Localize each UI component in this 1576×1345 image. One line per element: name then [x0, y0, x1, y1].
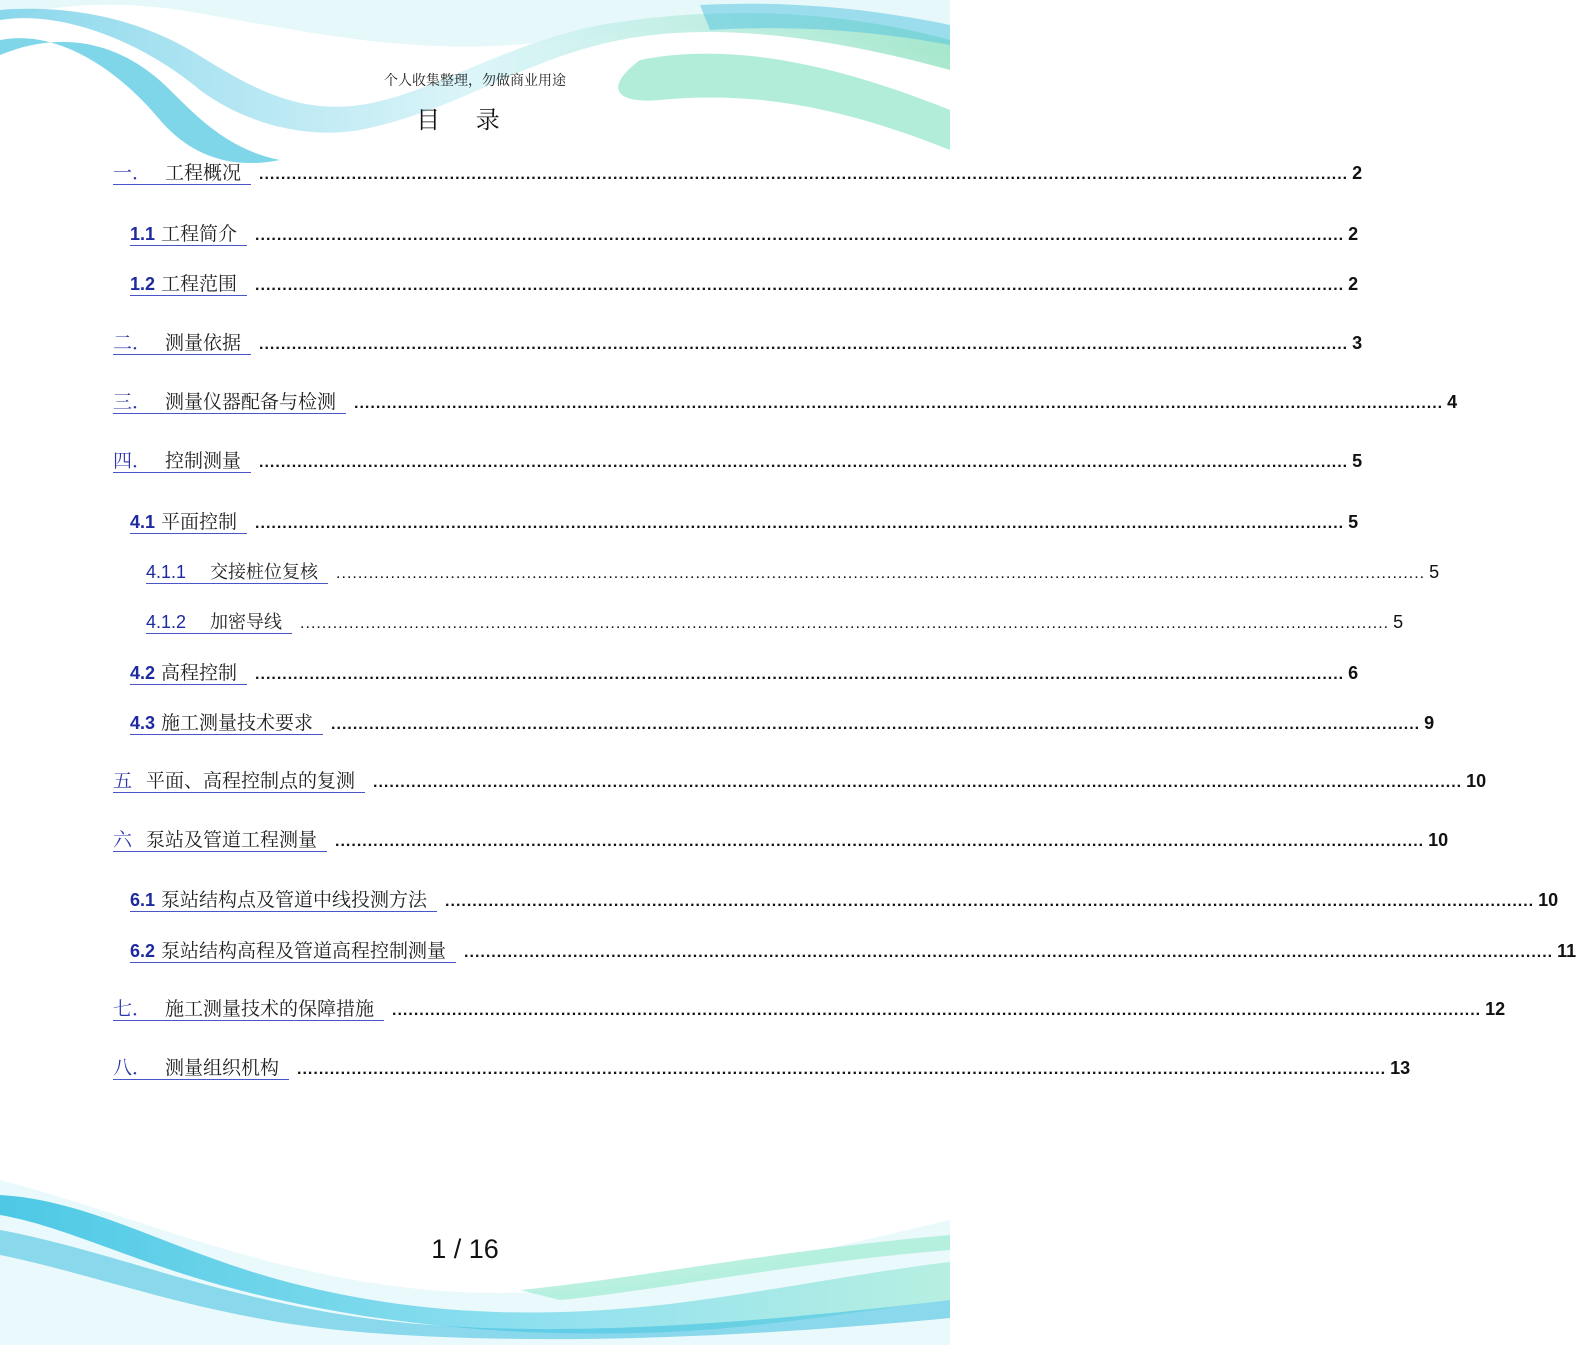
toc-leader-dots: ........................................................................................................................................................................................................ [331, 716, 1421, 733]
toc-entry-title: 工程简介 [161, 223, 238, 245]
toc-entry-link[interactable] [146, 613, 292, 634]
toc-page-number: 2 [1348, 274, 1359, 294]
toc-leader-dots: ........................................................................................................................................................................................................ [255, 666, 1345, 683]
toc-entry[interactable] [130, 940, 1576, 971]
toc-entry-link[interactable] [130, 512, 247, 534]
toc-page-number: 10 [1538, 890, 1559, 910]
toc-entry-title: 测量依据 [165, 332, 242, 354]
toc-entry-link[interactable] [130, 663, 247, 685]
toc-page-number: 3 [1352, 333, 1363, 353]
toc-leader-dots: ........................................................................................................................................................................................................ [259, 336, 1349, 353]
toc-entry-marker: 二． [113, 332, 152, 354]
toc-entry-title: 控制测量 [165, 450, 242, 472]
toc-entry[interactable] [113, 829, 1449, 860]
toc-entry-number: 6.2 [130, 941, 156, 961]
toc-page-number: 2 [1352, 163, 1363, 183]
toc-leader-dots: ........................................................................................................................................................................................................ [255, 515, 1345, 532]
toc-entry[interactable] [113, 1057, 1411, 1088]
toc-entry[interactable] [130, 889, 1559, 920]
toc-page-number: 10 [1428, 830, 1449, 850]
page-indicator: 1 / 16 [431, 1234, 499, 1264]
toc-leader-dots: ........................................................................................................................................................................................................ [297, 1061, 1387, 1078]
toc-entry-marker: 六 [113, 829, 133, 851]
toc-entry-marker: 一． [113, 162, 152, 184]
watermark-text: 个人收集整理，勿做商业用途 [384, 73, 566, 89]
toc-entry-title: 平面控制 [161, 511, 238, 533]
toc-entry-link[interactable] [130, 224, 247, 246]
toc-entry-link[interactable] [130, 941, 456, 963]
toc-entry[interactable] [146, 562, 1440, 592]
toc-page-number: 13 [1390, 1058, 1411, 1078]
toc-leader-dots: ........................................................................................................................................................................................................ [336, 565, 1426, 582]
toc-leader-dots: ........................................................................................................................................................................................................ [354, 395, 1444, 412]
page-title: 目 录 [416, 106, 514, 134]
toc-leader-dots: ........................................................................................................................................................................................................ [335, 833, 1425, 850]
toc-page-number: 4 [1447, 392, 1458, 412]
toc-entry-marker: 八． [113, 1057, 152, 1079]
toc-entry-title: 施工测量技术的保障措施 [165, 998, 375, 1020]
toc-leader-dots: ........................................................................................................................................................................................................ [255, 277, 1345, 294]
toc-page-number: 6 [1348, 663, 1359, 683]
toc-entry[interactable] [130, 223, 1359, 254]
toc-page-number: 12 [1485, 999, 1506, 1019]
toc-leader-dots: ........................................................................................................................................................................................................ [392, 1002, 1482, 1019]
toc-entry-link[interactable] [113, 163, 251, 185]
toc-entry-number: 1.1 [130, 224, 156, 244]
toc-entry[interactable] [113, 770, 1487, 801]
toc-page-number: 5 [1393, 612, 1404, 632]
toc-entry-title: 测量组织机构 [165, 1057, 280, 1079]
toc-entry-link[interactable] [113, 830, 327, 852]
toc-entry-link[interactable] [130, 713, 323, 735]
toc-entry[interactable] [113, 391, 1458, 422]
toc-entry[interactable] [113, 332, 1363, 363]
toc-entry[interactable] [130, 511, 1359, 542]
toc-entry-number: 4.1.2 [146, 612, 187, 632]
toc-page-number: 9 [1424, 713, 1435, 733]
toc-leader-dots: ........................................................................................................................................................................................................ [373, 774, 1463, 791]
toc-entry[interactable] [113, 450, 1363, 481]
toc-entry-number: 4.1.1 [146, 562, 187, 582]
toc-entry-link[interactable] [130, 274, 247, 296]
toc-leader-dots: ........................................................................................................................................................................................................ [464, 944, 1554, 961]
toc-entry-title: 高程控制 [161, 662, 238, 684]
toc-leader-dots: ........................................................................................................................................................................................................ [300, 615, 1390, 632]
toc-entry-title: 工程概况 [165, 162, 242, 184]
toc-entry-link[interactable] [113, 771, 365, 793]
toc-page-number: 2 [1348, 224, 1359, 244]
toc-entry-title: 工程范围 [161, 273, 238, 295]
toc-entry[interactable] [130, 712, 1435, 743]
toc-entry-title: 泵站结构高程及管道高程控制测量 [161, 940, 447, 962]
toc-entry-link[interactable] [113, 392, 346, 414]
toc-entry-title: 测量仪器配备与检测 [165, 391, 337, 413]
toc-entry[interactable] [113, 162, 1363, 193]
toc-entry[interactable] [130, 273, 1359, 304]
toc-entry-marker: 四． [113, 450, 152, 472]
toc-entry-marker: 七． [113, 998, 152, 1020]
toc-entry-marker: 三． [113, 391, 152, 413]
toc-entry-title: 泵站及管道工程测量 [146, 829, 318, 851]
toc-leader-dots: ........................................................................................................................................................................................................ [255, 227, 1345, 244]
toc-entry-link[interactable] [146, 563, 328, 584]
toc-entry-marker: 五 [113, 770, 133, 792]
toc-entry[interactable] [130, 662, 1359, 693]
toc-entry-link[interactable] [113, 451, 251, 473]
toc-entry-link[interactable] [113, 1058, 289, 1080]
toc-entry-number: 4.2 [130, 663, 156, 683]
toc-entry-title: 泵站结构点及管道中线投测方法 [161, 889, 428, 911]
toc-leader-dots: ........................................................................................................................................................................................................ [259, 454, 1349, 471]
toc-page-number: 10 [1466, 771, 1487, 791]
toc-entry-link[interactable] [130, 890, 437, 912]
toc-entry-title: 施工测量技术要求 [161, 712, 314, 734]
toc-entry-number: 6.1 [130, 890, 156, 910]
toc-entry-title: 平面、高程控制点的复测 [146, 770, 356, 792]
toc-leader-dots: ........................................................................................................................................................................................................ [445, 893, 1535, 910]
toc-entry-link[interactable] [113, 999, 384, 1021]
toc-entry-link[interactable] [113, 333, 251, 355]
toc-entry-number: 1.2 [130, 274, 156, 294]
toc-page-number: 5 [1352, 451, 1363, 471]
toc-entry-number: 4.3 [130, 713, 156, 733]
toc-page-number: 5 [1348, 512, 1359, 532]
toc-entry-title: 交接桩位复核 [210, 562, 319, 583]
toc-entry[interactable] [113, 998, 1506, 1029]
toc-page-number: 5 [1429, 562, 1440, 582]
toc-entry-title: 加密导线 [210, 612, 283, 633]
toc-entry-number: 4.1 [130, 512, 156, 532]
toc-leader-dots: ........................................................................................................................................................................................................ [259, 166, 1349, 183]
toc-page-number: 11 [1557, 941, 1576, 961]
toc-entry[interactable] [146, 612, 1404, 642]
